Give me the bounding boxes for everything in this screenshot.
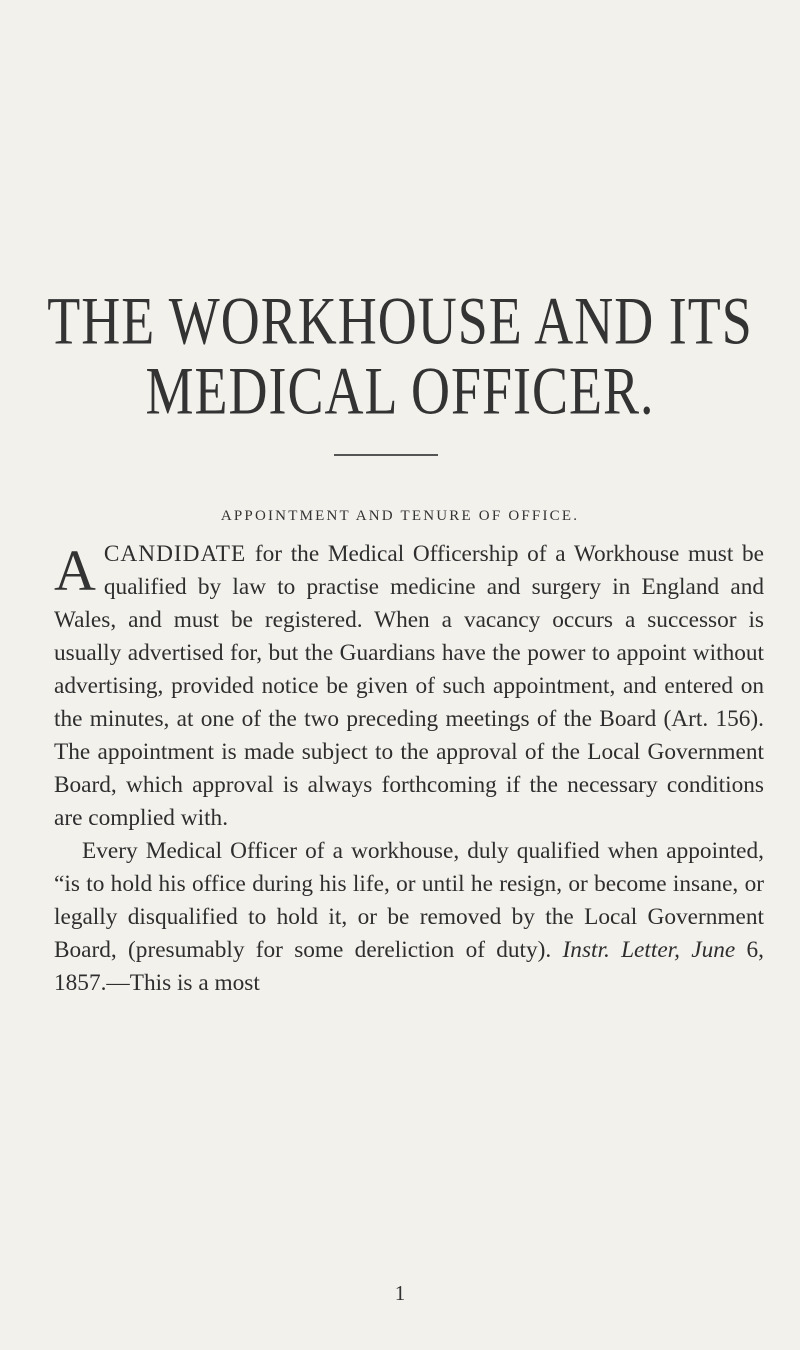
body-text	[54, 538, 764, 1000]
paragraph-2-text: Every Medical Officer of a workhouse, duly qualified when appointed, “is to hold his office during his life, or until he resign, or become insane, or legally disqualified to hold it, or be removed by the Local Government Board, (presumably for some dereliction of duty).	[54, 838, 764, 963]
paragraph-1-text: for the Medical Officership of a Workhouse must be qualified by law to practise medicine and surgery in England and Wales, and must be registered. When a vacancy occurs a successor is usually advertised for, but the Guardians have the power to appoint without advertising, provided notice be given of such appointment, and entered on the minutes, at one of the two preceding meetings of the Board (Art. 156). The appointment is made subject to the approval of the Local Government Board, which approval is always forthcoming if the necessary conditions are complied with.	[54, 541, 764, 831]
section-heading: APPOINTMENT AND TENURE OF OFFICE.	[220, 508, 580, 524]
page-number: 1	[394, 1281, 406, 1305]
page-title-line-2: MEDICAL OFFICER.	[145, 353, 655, 429]
title-divider	[334, 454, 438, 456]
paragraph-1-first-words: CANDIDATE	[103, 541, 247, 567]
drop-cap: A	[54, 538, 96, 603]
paragraph-2-tail: 6, 1857.—This is a most	[54, 937, 764, 996]
paragraph-1	[54, 538, 764, 835]
paragraph-2-citation: Instr. Letter, June	[562, 937, 736, 963]
paragraph-2	[54, 835, 764, 1000]
page-title-line-1: THE WORKHOUSE AND ITS	[47, 283, 753, 359]
